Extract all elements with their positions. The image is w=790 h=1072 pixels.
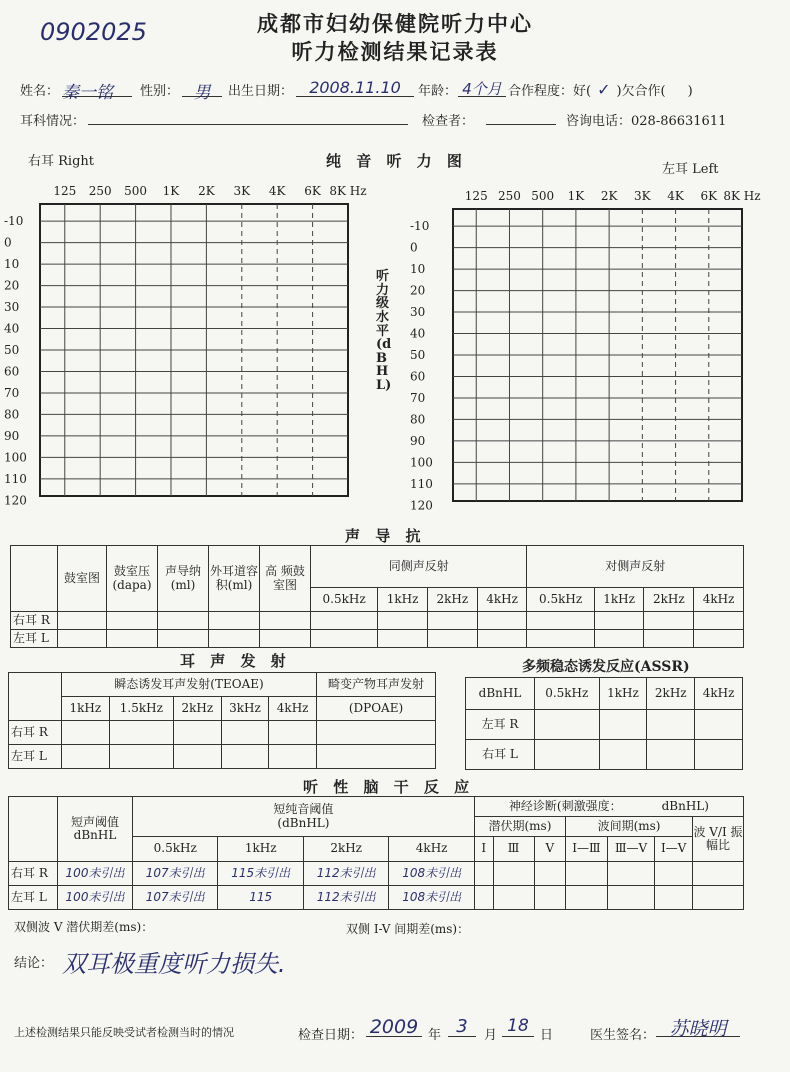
right-freq-label: 6K	[304, 184, 321, 198]
impedance-header: 高 频鼓室图	[260, 546, 311, 612]
left-freq-label: 3K	[634, 189, 651, 203]
left-level-label: 30	[410, 305, 426, 320]
right-level-label: 110	[4, 471, 27, 486]
cell[interactable]	[378, 612, 428, 630]
right-freq-label: 8K Hz	[329, 184, 367, 198]
abr-interval-header: 波间期(ms)	[566, 817, 693, 837]
cell[interactable]	[655, 861, 693, 885]
right-level-label: 120	[4, 493, 27, 508]
right-freq-label: 4K	[268, 184, 286, 198]
examiner-field[interactable]	[486, 108, 556, 125]
abr-value[interactable]: 107未引出	[133, 885, 218, 909]
abr-latency-col: Ⅲ	[493, 837, 534, 861]
cell[interactable]	[493, 885, 534, 909]
cell[interactable]	[694, 612, 744, 630]
coop-close-paren: )	[687, 84, 693, 99]
abr-value[interactable]: 112未引出	[303, 885, 388, 909]
cell[interactable]	[109, 745, 173, 769]
cell[interactable]	[647, 710, 695, 740]
age-label: 年龄：	[418, 84, 458, 99]
contra-reflex-header: 对侧声反射	[527, 546, 744, 588]
cell[interactable]	[62, 721, 110, 745]
reflex-freq: 0.5kHz	[527, 588, 594, 612]
abr-row-label: 右耳 R	[9, 861, 58, 885]
phone-label: 咨询电话：028-86631611	[566, 114, 727, 129]
assr-unit: dBnHL	[466, 678, 535, 710]
cell[interactable]	[607, 861, 654, 885]
exam-year-field[interactable]	[366, 1016, 422, 1037]
abr-neuro-label: 神经诊断(刺激强度：	[508, 798, 622, 813]
oae-row-label: 右耳 R	[9, 721, 62, 745]
examiner-label: 检查者：	[422, 114, 475, 129]
cell[interactable]	[269, 745, 317, 769]
left-freq-label: 125	[464, 189, 488, 203]
dpoae-abbr: (DPOAE)	[317, 697, 436, 721]
abr-click-header	[58, 797, 133, 862]
right-level-label: 30	[4, 300, 20, 315]
abr-corner	[9, 797, 58, 862]
cell[interactable]	[607, 885, 654, 909]
cell[interactable]	[477, 630, 527, 648]
cell[interactable]	[693, 861, 744, 885]
abr-value[interactable]: 100未引出	[58, 861, 133, 885]
sex-field[interactable]	[182, 78, 222, 103]
right-freq-label: 250	[88, 184, 112, 198]
left-freq-label: 1K	[567, 189, 585, 203]
cell[interactable]	[695, 740, 743, 770]
assr-freq: 1kHz	[599, 678, 647, 710]
name-field[interactable]	[62, 78, 132, 103]
right-level-label: 100	[4, 450, 27, 465]
name-label: 姓名：	[20, 84, 60, 99]
right-ear-label: 右耳 Right	[28, 154, 94, 169]
cell[interactable]	[317, 721, 436, 745]
left-level-label: 40	[410, 326, 426, 341]
cell[interactable]	[566, 861, 608, 885]
cell[interactable]	[655, 885, 693, 909]
right-level-label: 20	[4, 278, 20, 293]
year-label: 年	[428, 1028, 442, 1043]
exam-month: 3	[456, 1016, 468, 1037]
ent-field[interactable]	[88, 108, 408, 125]
abr-tone-unit: (dBnHL)	[277, 815, 330, 830]
right-level-label: 10	[4, 257, 20, 272]
impedance-row-label: 左耳 L	[11, 630, 58, 648]
right-level-label: 50	[4, 343, 20, 357]
right-freq-label: 125	[53, 184, 77, 198]
cell[interactable]	[311, 612, 378, 630]
left-freq-label: 4K	[667, 189, 684, 203]
dob-field[interactable]	[296, 78, 414, 97]
reflex-freq: 4kHz	[477, 588, 527, 612]
doctor-signature-field[interactable]	[656, 1014, 740, 1040]
reflex-freq: 1kHz	[378, 588, 428, 612]
cell[interactable]	[158, 612, 209, 630]
abr-title: 听 性 脑 干 反 应	[303, 778, 475, 796]
cell[interactable]	[535, 710, 600, 740]
oae-row-label: 左耳 L	[9, 745, 62, 769]
cell[interactable]	[209, 630, 260, 648]
cell[interactable]	[594, 630, 644, 648]
record-number: 0902025	[40, 18, 147, 46]
assr-title: 多频稳态诱发反应(ASSR)	[522, 659, 690, 675]
cell[interactable]	[527, 630, 594, 648]
reflex-freq: 2kHz	[644, 588, 694, 612]
cell[interactable]	[174, 721, 222, 745]
day-label: 日	[540, 1028, 554, 1043]
reflex-freq: 2kHz	[427, 588, 477, 612]
abr-value[interactable]: 112未引出	[303, 861, 388, 885]
right-level-label: 80	[4, 407, 20, 422]
left-freq-label: 8K Hz	[723, 189, 761, 203]
right-level-label: 90	[4, 428, 20, 443]
audiogram-svg	[0, 175, 790, 513]
cell[interactable]	[107, 612, 158, 630]
cell[interactable]	[647, 740, 695, 770]
doctor-signature: 苏晓明	[669, 1018, 727, 1040]
cell[interactable]	[644, 612, 694, 630]
abr-value[interactable]: 108未引出	[389, 861, 474, 885]
right-freq-label: 1K	[162, 184, 180, 198]
oae-freq: 2kHz	[174, 697, 222, 721]
assr-row-label: 左耳 R	[466, 710, 535, 740]
cell[interactable]	[534, 885, 566, 909]
cell[interactable]	[474, 885, 493, 909]
audiogram-title: 纯 音 听 力 图	[326, 152, 467, 170]
right-level-label: 40	[4, 321, 20, 336]
left-ear-label: 左耳 Left	[662, 162, 719, 177]
cell[interactable]	[260, 612, 311, 630]
abr-value[interactable]: 115	[218, 885, 303, 909]
oae-freq: 3kHz	[221, 697, 269, 721]
right-level-label: 70	[4, 385, 20, 400]
cell[interactable]	[566, 885, 608, 909]
cell[interactable]	[594, 612, 644, 630]
abr-value[interactable]: 115未引出	[218, 861, 303, 885]
conclusion-label: 结论：	[14, 956, 54, 971]
abr-ratio-header: 波 V/I 振幅比	[693, 817, 744, 861]
abr-row-label: 左耳 L	[9, 885, 58, 909]
abr-value[interactable]: 107未引出	[133, 861, 218, 885]
age-value: 4个月	[462, 80, 502, 98]
abr-neuro-header	[474, 797, 743, 817]
abr-tone-header	[133, 797, 475, 837]
reflex-freq: 4kHz	[694, 588, 744, 612]
impedance-header: 鼓室图	[58, 546, 107, 612]
left-level-label: 110	[410, 476, 433, 491]
oae-title: 耳 声 发 射	[180, 652, 291, 670]
page-title: 成都市妇幼保健院听力中心	[257, 11, 533, 36]
reflex-freq: 1kHz	[594, 588, 644, 612]
left-level-label: 10	[410, 262, 426, 277]
left-level-label: 50	[410, 348, 426, 362]
abr-tone-freq: 2kHz	[303, 837, 388, 861]
right-level-label: -10	[4, 214, 24, 229]
cell[interactable]	[109, 721, 173, 745]
page-subtitle: 听力检测结果记录表	[291, 39, 499, 64]
cell[interactable]	[694, 630, 744, 648]
cell[interactable]	[474, 861, 493, 885]
ent-label: 耳科情况：	[20, 114, 86, 129]
assr-table	[465, 677, 743, 770]
left-level-label: 20	[410, 283, 426, 298]
left-freq-label: 6K	[700, 189, 718, 203]
cell[interactable]	[477, 612, 527, 630]
oae-freq: 1.5kHz	[109, 697, 173, 721]
left-level-label: -10	[410, 219, 430, 234]
month-label: 月	[484, 1028, 498, 1043]
exam-year: 2009	[369, 1016, 419, 1038]
left-level-label: 120	[410, 498, 433, 513]
impedance-corner	[11, 546, 58, 612]
cell[interactable]	[174, 745, 222, 769]
assr-freq: 0.5kHz	[535, 678, 600, 710]
cell[interactable]	[209, 612, 260, 630]
abr-tone-freq: 4kHz	[389, 837, 474, 861]
impedance-table	[10, 545, 744, 648]
impedance-header: 声导纳(ml)	[158, 546, 209, 612]
abr-latency-col: I	[474, 837, 493, 861]
abr-latency-header: 潜伏期(ms)	[474, 817, 565, 837]
cell[interactable]	[221, 721, 269, 745]
coop-poor-label: )欠合作(	[616, 84, 666, 99]
doctor-signature-label: 医生签名：	[590, 1028, 656, 1043]
sex-value: 男	[193, 83, 211, 103]
left-level-label: 70	[410, 390, 426, 405]
oae-corner	[9, 673, 62, 721]
ipsi-reflex-header: 同侧声反射	[311, 546, 527, 588]
abr-interval-col: Ⅲ—V	[607, 837, 654, 861]
exam-day: 18	[507, 1016, 529, 1036]
cell[interactable]	[58, 612, 107, 630]
cell[interactable]	[317, 745, 436, 769]
left-level-label: 80	[410, 412, 426, 427]
impedance-header: 外耳道容积(ml)	[209, 546, 260, 612]
abr-latency-col: V	[534, 837, 566, 861]
left-level-label: 60	[410, 369, 426, 384]
cell[interactable]	[58, 630, 107, 648]
left-level-label: 0	[410, 240, 418, 255]
right-freq-label: 2K	[198, 184, 215, 198]
assr-row-label: 右耳 L	[466, 740, 535, 770]
cell[interactable]	[493, 861, 534, 885]
cell[interactable]	[269, 721, 317, 745]
impedance-title: 声 导 抗	[345, 527, 426, 545]
cell[interactable]	[527, 612, 594, 630]
cell[interactable]	[378, 630, 428, 648]
impedance-header: 鼓室压(dapa)	[107, 546, 158, 612]
oae-table	[8, 672, 436, 769]
abr-click-unit: dBnHL	[73, 827, 117, 842]
cell[interactable]	[534, 861, 566, 885]
cell[interactable]	[427, 630, 477, 648]
assr-freq: 2kHz	[647, 678, 695, 710]
abr-tone-freq: 1kHz	[218, 837, 303, 861]
oae-freq: 4kHz	[269, 697, 317, 721]
oae-freq: 1kHz	[62, 697, 110, 721]
cell[interactable]	[599, 740, 647, 770]
exam-day-field[interactable]	[502, 1016, 534, 1037]
cell[interactable]	[62, 745, 110, 769]
cell[interactable]	[644, 630, 694, 648]
cell[interactable]	[695, 710, 743, 740]
right-level-label: 0	[4, 235, 12, 250]
cell[interactable]	[311, 630, 378, 648]
cell[interactable]	[107, 630, 158, 648]
reflex-freq: 0.5kHz	[311, 588, 378, 612]
abr-tone-freq: 0.5kHz	[133, 837, 218, 861]
dob-label: 出生日期：	[228, 84, 294, 99]
teoae-header: 瞬态诱发耳声发射(TEOAE)	[62, 673, 317, 697]
abr-click-label: 短声阈值	[70, 814, 119, 829]
conclusion-value[interactable]: 双耳极重度听力损失.	[62, 950, 286, 978]
assr-freq: 4kHz	[695, 678, 743, 710]
cell[interactable]	[427, 612, 477, 630]
footer-note: 上述检测结果只能反映受试者检测当时的情况	[14, 1026, 234, 1039]
name-value: 秦一铭	[62, 83, 113, 103]
cooperation-label	[508, 80, 693, 99]
right-level-label: 60	[4, 364, 20, 379]
exam-date-label: 检查日期：	[298, 1028, 364, 1043]
coop-good-check[interactable]: ✓	[597, 80, 611, 99]
left-freq-label: 250	[498, 189, 521, 203]
cell[interactable]	[693, 885, 744, 909]
abr-value[interactable]: 108未引出	[389, 885, 474, 909]
abr-neuro-unit: dBnHL)	[661, 798, 709, 813]
left-freq-label: 2K	[600, 189, 618, 203]
right-freq-label: 500	[124, 184, 148, 198]
abr-table	[8, 796, 744, 910]
age-field[interactable]	[458, 78, 506, 97]
sex-label: 性别：	[140, 84, 180, 99]
cell[interactable]	[599, 710, 647, 740]
cell[interactable]	[221, 745, 269, 769]
coop-good-label: 合作程度：好(	[508, 84, 592, 99]
left-level-label: 100	[410, 455, 433, 470]
dpoae-header: 畸变产物耳声发射	[317, 673, 436, 697]
right-freq-label: 3K	[233, 184, 251, 198]
left-level-label: 90	[410, 433, 426, 448]
dob-value: 2008.11.10	[309, 78, 401, 97]
wave-v-diff-label: 双侧波 V 潜伏期差(ms)：	[14, 920, 154, 934]
audiogram-ylabel: 听力级水平(dBHL)	[376, 269, 392, 394]
cell[interactable]	[158, 630, 209, 648]
left-freq-label: 500	[531, 189, 555, 203]
exam-month-field[interactable]	[448, 1016, 476, 1037]
iv-diff-label: 双侧 I-V 间期差(ms)：	[346, 922, 470, 936]
abr-interval-col: I—Ⅲ	[566, 837, 608, 861]
abr-tone-label: 短纯音阈值	[273, 802, 334, 817]
abr-interval-col: I—V	[655, 837, 693, 861]
cell[interactable]	[260, 630, 311, 648]
impedance-row-label: 右耳 R	[11, 612, 58, 630]
abr-value[interactable]: 100未引出	[58, 885, 133, 909]
cell[interactable]	[535, 740, 600, 770]
